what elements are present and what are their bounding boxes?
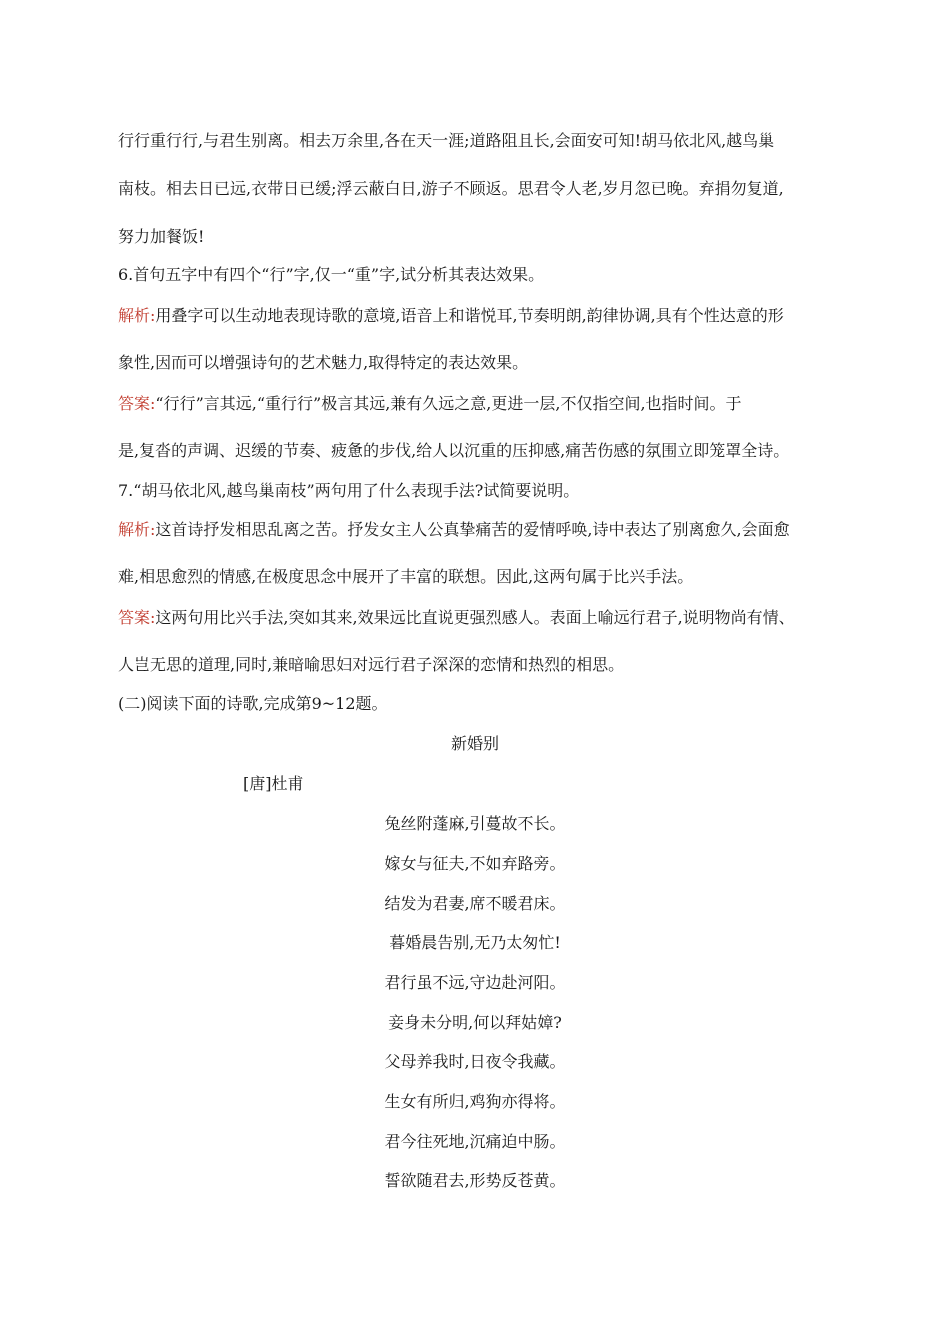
q7-analysis-line bbox=[118, 519, 838, 541]
answer-text: 这两句用比兴手法,突如其来,效果远比直说更强烈感人。表面上喻远行君子,说明物尚有情、 bbox=[155, 608, 795, 627]
verse-line: 父母养我时,日夜令我藏。 bbox=[384, 1052, 566, 1071]
q7-analysis-line: 难,相思愈烈的情感,在极度思念中展开了丰富的联想。因此,这两句属于比兴手法。 bbox=[118, 567, 694, 586]
answer-text: “行行”言其远,“重行行”极言其远,兼有久远之意,更进一层,不仅指空间,也指时间。于 bbox=[155, 394, 742, 413]
answer-label: 答案: bbox=[118, 608, 156, 627]
q6-answer-line bbox=[118, 393, 838, 415]
q6-analysis-line: 象性,因而可以增强诗句的艺术魅力,取得特定的表达效果。 bbox=[118, 353, 529, 372]
answer-label: 答案: bbox=[118, 394, 156, 413]
verse-line: 结发为君妻,席不暖君床。 bbox=[384, 894, 566, 913]
poem-text-line: 南枝。相去日已远,衣带日已缓;浮云蔽白日,游子不顾返。思君令人老,岁月忽已晚。弃捐勿复道, bbox=[118, 179, 784, 198]
q7-answer-line: 人岂无思的道理,同时,兼暗喻思妇对远行君子深深的恋情和热烈的相思。 bbox=[118, 655, 625, 674]
question-7: 7.“胡马依北风,越鸟巢南枝”两句用了什么表现手法?试简要说明。 bbox=[118, 481, 580, 500]
verse-line: 君行虽不远,守边赴河阳。 bbox=[384, 973, 566, 992]
q6-analysis-line bbox=[118, 305, 838, 327]
section-instruction: (二)阅读下面的诗歌,完成第9~12题。 bbox=[118, 694, 388, 713]
analysis-text: 这首诗抒发相思乱离之苦。抒发女主人公真挚痛苦的爱情呼唤,诗中表达了别离愈久,会面愈 bbox=[155, 520, 790, 539]
verse-line: 誓欲随君去,形势反苍黄。 bbox=[384, 1171, 566, 1190]
verse-line: 生女有所归,鸡狗亦得将。 bbox=[384, 1092, 566, 1111]
q7-answer-line bbox=[118, 607, 838, 629]
poem-title: 新婚别 bbox=[450, 734, 499, 753]
poem-text-line: 努力加餐饭! bbox=[118, 227, 205, 246]
q6-answer-line: 是,复沓的声调、迟缓的节奏、疲惫的步伐,给人以沉重的压抑感,痛苦伤感的氛围立即笼罩全诗。 bbox=[118, 441, 790, 460]
verse-line: 君今往死地,沉痛迫中肠。 bbox=[384, 1132, 566, 1151]
verse-line: 暮婚晨告别,无乃太匆忙! bbox=[389, 933, 561, 952]
analysis-label: 解析: bbox=[118, 520, 156, 539]
verse-line: 嫁女与征夫,不如弃路旁。 bbox=[384, 854, 566, 873]
analysis-label: 解析: bbox=[118, 306, 156, 325]
verse-line: 妾身未分明,何以拜姑嫜? bbox=[388, 1013, 562, 1032]
verse-line: 兔丝附蓬麻,引蔓故不长。 bbox=[384, 814, 566, 833]
poem-text-line: 行行重行行,与君生别离。相去万余里,各在天一涯;道路阻且长,会面安可知!胡马依北风,越鸟巢 bbox=[118, 131, 775, 150]
question-6: 6.首句五字中有四个“行”字,仅一“重”字,试分析其表达效果。 bbox=[118, 265, 545, 284]
analysis-text: 用叠字可以生动地表现诗歌的意境,语音上和谐悦耳,节奏明朗,韵律协调,具有个性达意的形 bbox=[155, 306, 784, 325]
poem-author: [唐]杜甫 bbox=[243, 774, 304, 793]
